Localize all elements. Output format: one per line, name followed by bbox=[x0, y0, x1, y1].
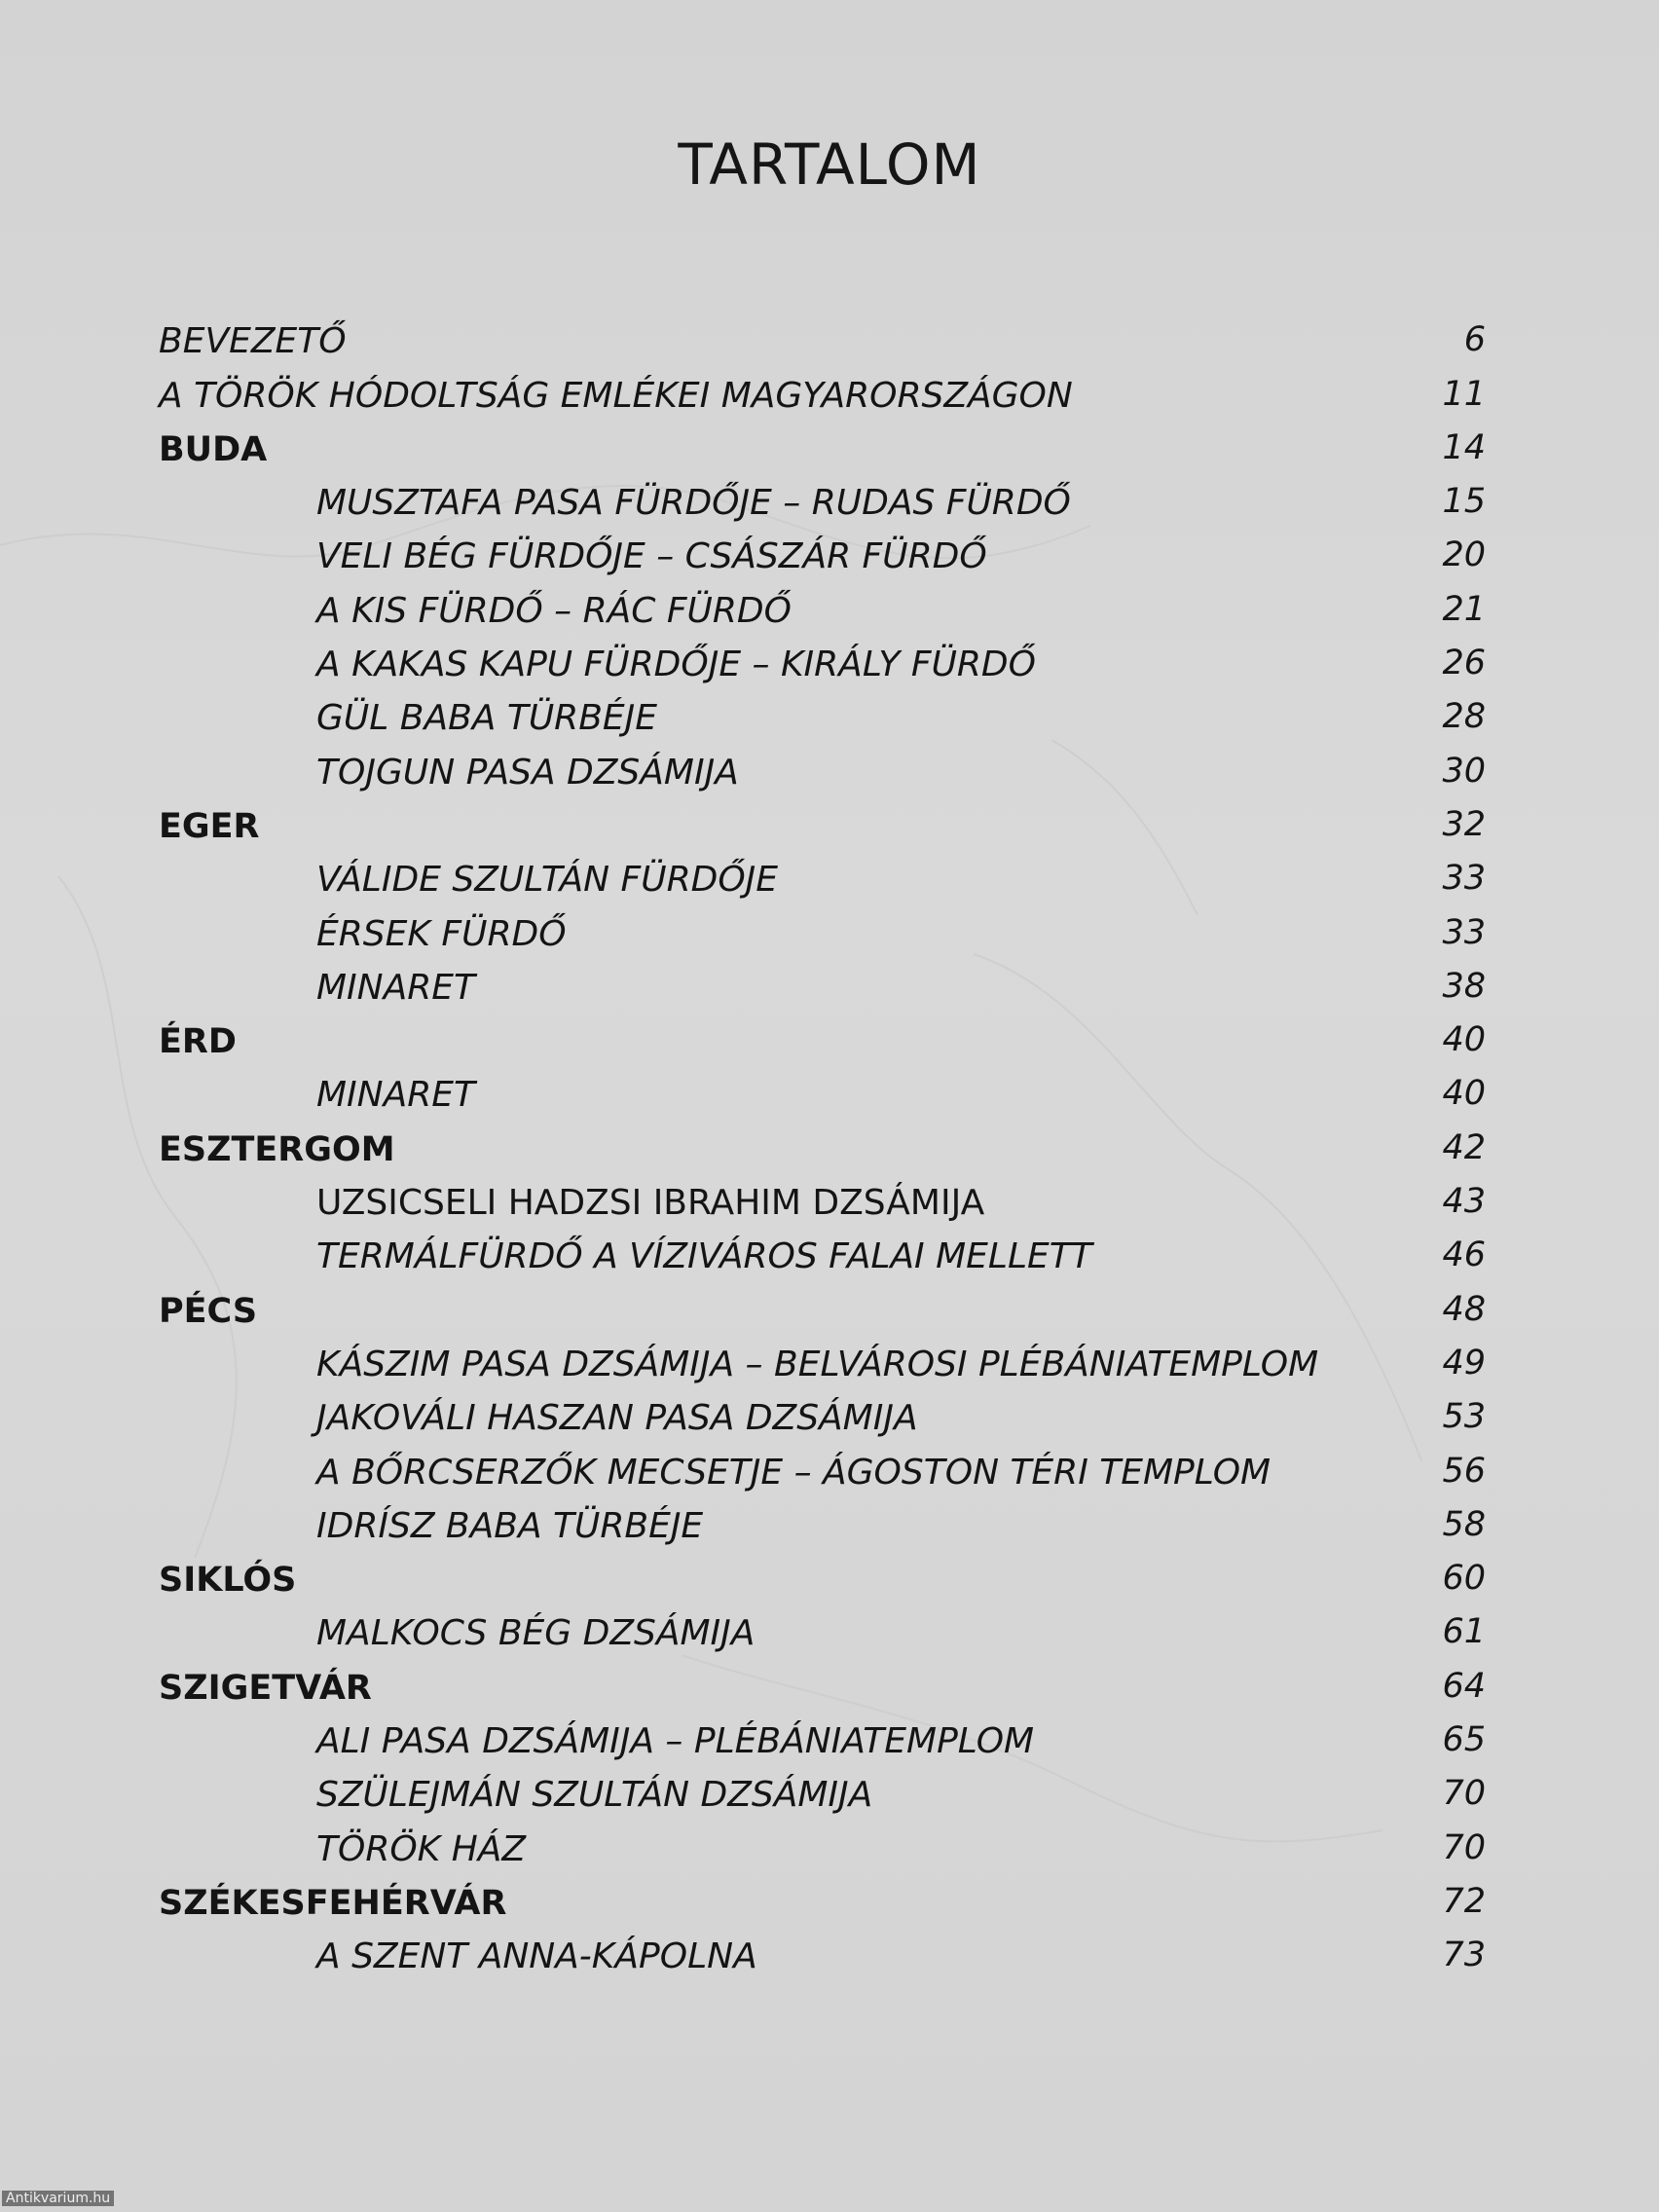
toc-entry-title: SZIGETVÁR bbox=[159, 1668, 372, 1708]
toc-entry-title: A BŐRCSERZŐK MECSETJE – ÁGOSTON TÉRI TEMPLOM bbox=[316, 1452, 1272, 1493]
toc-entry bbox=[0, 1609, 1659, 1663]
toc-entry-page-number: 53 bbox=[1442, 1397, 1486, 1437]
toc-entry-page-number: 56 bbox=[1442, 1451, 1486, 1491]
toc-entry bbox=[0, 1717, 1659, 1771]
toc-entry bbox=[0, 694, 1659, 748]
toc-entry-title: BEVEZETŐ bbox=[159, 321, 347, 362]
toc-entry bbox=[0, 1341, 1659, 1394]
toc-entry bbox=[0, 1825, 1659, 1878]
toc-entry-title: BUDA bbox=[159, 429, 268, 469]
toc-entry-page-number: 32 bbox=[1442, 804, 1486, 844]
toc-entry-title: VELI BÉG FÜRDŐJE – CSÁSZÁR FÜRDŐ bbox=[316, 536, 987, 577]
toc-entry bbox=[0, 317, 1659, 371]
toc-entry-title: GÜL BABA TÜRBÉJE bbox=[316, 698, 657, 739]
toc-entry-page-number: 20 bbox=[1442, 535, 1486, 575]
toc-entry-page-number: 21 bbox=[1442, 589, 1486, 629]
toc-entry-page-number: 46 bbox=[1442, 1235, 1486, 1275]
toc-entry bbox=[0, 1124, 1659, 1178]
toc-entry bbox=[0, 964, 1659, 1017]
toc-entry-title: A KAKAS KAPU FÜRDŐJE – KIRÁLY FÜRDŐ bbox=[316, 645, 1036, 685]
toc-entry bbox=[0, 1663, 1659, 1716]
toc-entry-page-number: 73 bbox=[1442, 1936, 1486, 1975]
toc-entry-page-number: 70 bbox=[1442, 1774, 1486, 1814]
toc-entry-title: ALI PASA DZSÁMIJA – PLÉBÁNIATEMPLOM bbox=[316, 1721, 1035, 1762]
toc-entry bbox=[0, 371, 1659, 424]
toc-entry bbox=[0, 479, 1659, 533]
toc-entry-page-number: 14 bbox=[1442, 427, 1486, 467]
toc-entry-page-number: 65 bbox=[1442, 1720, 1486, 1760]
toc-entry bbox=[0, 1448, 1659, 1501]
toc-entry bbox=[0, 1071, 1659, 1124]
toc-entry-title: MUSZTAFA PASA FÜRDŐJE – RUDAS FÜRDŐ bbox=[316, 483, 1071, 524]
toc-entry-title: ÉRSEK FÜRDŐ bbox=[316, 913, 567, 954]
toc-entry-title: TERMÁLFÜRDŐ A VÍZIVÁROS FALAI MELLETT bbox=[316, 1236, 1092, 1277]
toc-entry bbox=[0, 1771, 1659, 1825]
toc-entry-title: MINARET bbox=[316, 967, 475, 1008]
toc-entry-title: JAKOVÁLI HASZAN PASA DZSÁMIJA bbox=[316, 1398, 918, 1439]
toc-entry bbox=[0, 1556, 1659, 1609]
watermark: Antikvarium.hu bbox=[2, 2191, 114, 2206]
toc-entry-page-number: 48 bbox=[1442, 1289, 1486, 1329]
toc-entry-title: MALKOCS BÉG DZSÁMIJA bbox=[316, 1613, 756, 1654]
toc-entry bbox=[0, 1933, 1659, 1986]
toc-entry bbox=[0, 641, 1659, 694]
toc-entry-title: ESZTERGOM bbox=[159, 1129, 395, 1169]
toc-entry-title: EGER bbox=[159, 806, 260, 846]
toc-entry-page-number: 60 bbox=[1442, 1559, 1486, 1599]
toc-entry bbox=[0, 748, 1659, 801]
toc-entry-title: A SZENT ANNA-KÁPOLNA bbox=[316, 1936, 757, 1977]
toc-entry-page-number: 70 bbox=[1442, 1827, 1486, 1867]
toc-entry bbox=[0, 533, 1659, 586]
toc-entry-page-number: 61 bbox=[1442, 1612, 1486, 1652]
toc-entry-page-number: 33 bbox=[1442, 859, 1486, 899]
toc-entry bbox=[0, 802, 1659, 856]
toc-entry-title: SIKLÓS bbox=[159, 1561, 297, 1601]
toc-entry-title: A KIS FÜRDŐ – RÁC FÜRDŐ bbox=[316, 590, 792, 631]
page-title: TARTALOM bbox=[678, 131, 981, 198]
toc-entry-title: SZÉKESFEHÉRVÁR bbox=[159, 1883, 507, 1923]
toc-entry-page-number: 6 bbox=[1463, 320, 1486, 360]
toc-entry bbox=[0, 909, 1659, 963]
toc-entry-title: TOJGUN PASA DZSÁMIJA bbox=[316, 752, 739, 793]
toc-entry-page-number: 72 bbox=[1442, 1881, 1486, 1921]
toc-entry bbox=[0, 1394, 1659, 1448]
toc-entry-title: SZÜLEJMÁN SZULTÁN DZSÁMIJA bbox=[316, 1775, 873, 1816]
toc-entry bbox=[0, 1017, 1659, 1071]
toc-entry bbox=[0, 856, 1659, 909]
toc-entry bbox=[0, 425, 1659, 479]
toc-entry-title: UZSICSELI HADZSI IBRAHIM DZSÁMIJA bbox=[316, 1183, 985, 1224]
toc-entry-page-number: 26 bbox=[1442, 644, 1486, 683]
toc-entry-title: IDRÍSZ BABA TÜRBÉJE bbox=[316, 1505, 704, 1546]
toc-entry-page-number: 40 bbox=[1442, 1020, 1486, 1060]
table-of-contents bbox=[0, 317, 1659, 1986]
toc-entry bbox=[0, 1179, 1659, 1233]
toc-entry-page-number: 43 bbox=[1442, 1182, 1486, 1222]
toc-entry-title: MINARET bbox=[316, 1075, 475, 1116]
toc-entry-page-number: 40 bbox=[1442, 1074, 1486, 1114]
toc-entry-title: KÁSZIM PASA DZSÁMIJA – BELVÁROSI PLÉBÁNIATEMPLOM bbox=[316, 1344, 1319, 1384]
toc-entry-page-number: 15 bbox=[1442, 482, 1486, 522]
toc-entry-title: ÉRD bbox=[159, 1022, 237, 1062]
toc-entry-title: VÁLIDE SZULTÁN FÜRDŐJE bbox=[316, 860, 779, 901]
toc-entry bbox=[0, 1233, 1659, 1286]
toc-entry bbox=[0, 1879, 1659, 1933]
toc-entry-title: TÖRÖK HÁZ bbox=[316, 1828, 527, 1869]
toc-entry-page-number: 33 bbox=[1442, 912, 1486, 952]
toc-entry-page-number: 49 bbox=[1442, 1343, 1486, 1382]
toc-entry-page-number: 38 bbox=[1442, 966, 1486, 1006]
toc-entry bbox=[0, 586, 1659, 640]
toc-entry-title: A TÖRÖK HÓDOLTSÁG EMLÉKEI MAGYARORSZÁGON bbox=[159, 375, 1073, 416]
toc-entry-page-number: 58 bbox=[1442, 1504, 1486, 1544]
toc-entry-page-number: 11 bbox=[1442, 374, 1486, 414]
toc-entry bbox=[0, 1502, 1659, 1556]
toc-entry-page-number: 64 bbox=[1442, 1666, 1486, 1706]
toc-entry-page-number: 30 bbox=[1442, 751, 1486, 791]
toc-entry-page-number: 28 bbox=[1442, 697, 1486, 737]
toc-entry bbox=[0, 1286, 1659, 1340]
toc-entry-title: PÉCS bbox=[159, 1291, 258, 1331]
toc-entry-page-number: 42 bbox=[1442, 1127, 1486, 1167]
